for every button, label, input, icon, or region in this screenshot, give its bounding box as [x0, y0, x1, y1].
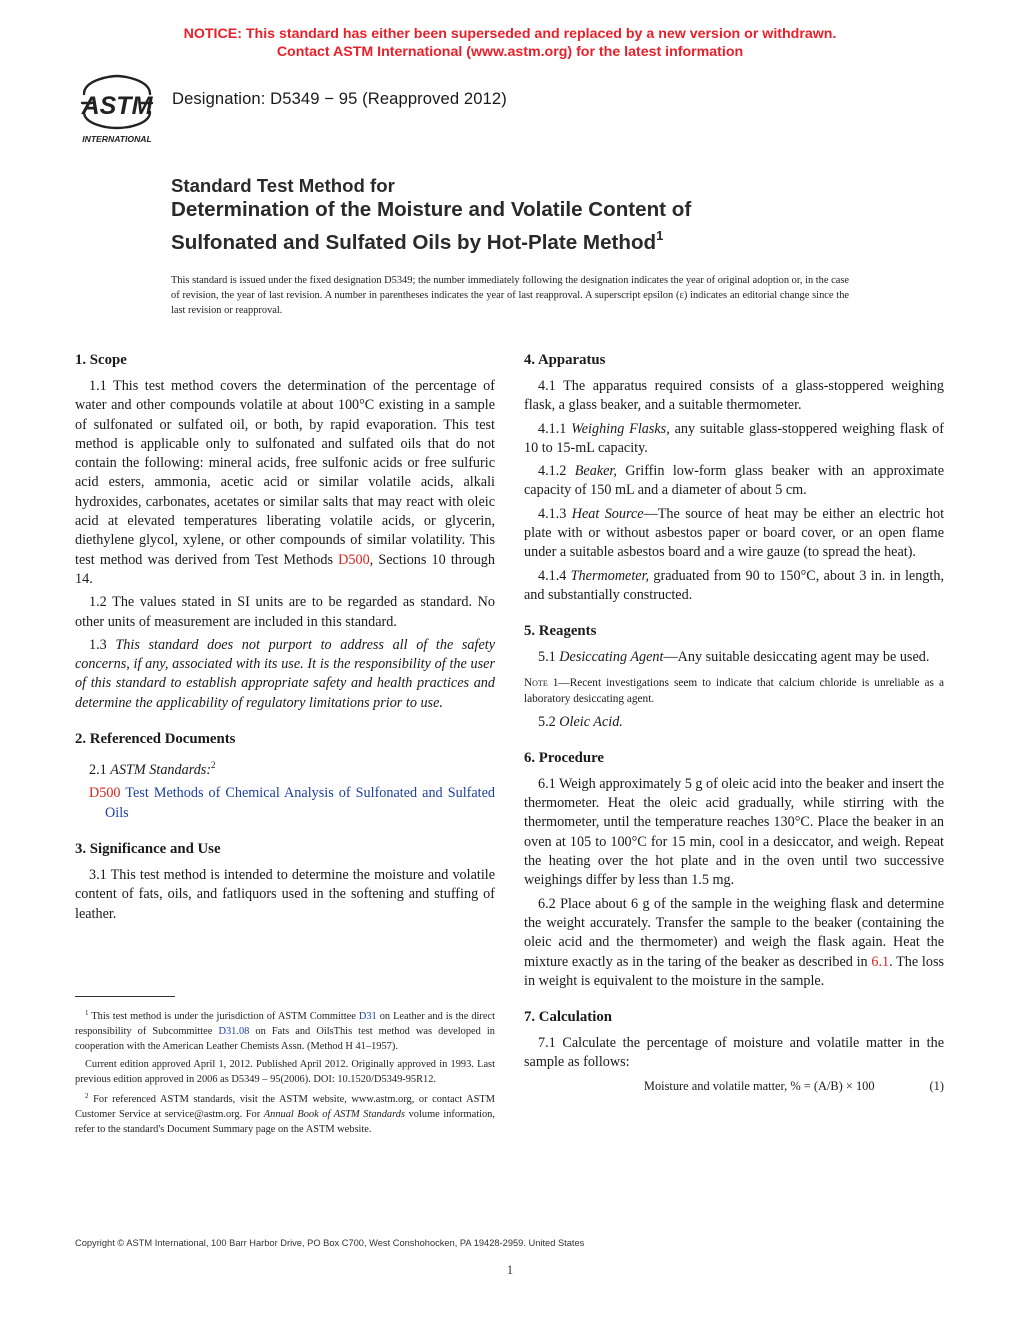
title-line-2: Determination of the Moisture and Volatile Content of — [171, 198, 692, 221]
document-title — [171, 175, 691, 256]
notice-line-1: NOTICE: This standard has either been superseded and replaced by a new version or withdrawn. — [183, 26, 837, 42]
footnote-1: $^1$ This test method is under the jurisdiction of ASTM Committee D31 on Leather and is the direct responsibility of Subcommittee D31.08 on Fats and OilsThis test method was developed in cooperation with the American Leather Chemists Assn. (Method H 41–1957). — [75, 1009, 495, 1053]
footnote-1-edition: Current edition approved April 1, 2012. Published April 2012. Originally approved in 1993. Last previous edition approved in 2006 as D5349 – 95(2006). DOI: 10.1520/D5349-95R12. — [75, 1058, 495, 1085]
section-procedure — [524, 748, 944, 991]
paragraph-1-2: 1.2 The values stated in SI units are to be regarded as standard. No other units of measurement are included in this standard. — [75, 594, 495, 630]
paragraph-5-1: 5.1 Desiccating Agent—Any suitable desiccating agent may be used. — [538, 649, 930, 666]
paragraph-2-1: 2.1 ASTM Standards:$^2$ — [89, 760, 216, 779]
section-heading: 2. Referenced Documents — [75, 731, 236, 748]
link-d500[interactable]: D500 — [338, 551, 370, 568]
section-heading: 1. Scope — [75, 352, 127, 368]
paragraph-7-1: 7.1 Calculate the percentage of moisture and volatile matter in the sample as follows: — [524, 1035, 944, 1071]
section-reagents — [524, 621, 944, 732]
paragraph-4-1: 4.1 The apparatus required consists of a glass-stoppered weighing flask, a glass beaker, and a suitable thermometer. — [524, 378, 944, 414]
paragraph-4-1-1: 4.1.1 Weighing Flasks, any suitable glass-stoppered weighing flask of 10 to 15-mL capacity. — [524, 420, 944, 456]
footnote-2: $^2$ For referenced ASTM standards, visit the ASTM website, www.astm.org, or contact ASTM Customer Service at service@astm.org. For Annual Book of ASTM Standards volume information, refer to the standard's Document Summary page on the ASTM website. — [75, 1092, 495, 1136]
equation-body: Moisture and volatile matter, % = (A/B) × 100 — [643, 1078, 875, 1093]
title-footnote-mark: 1 — [656, 228, 664, 243]
paragraph-3-1: 3.1 This test method is intended to determine the moisture and volatile content of fats, oils, and fatliquors used in the softening and stuffing of leather. — [75, 866, 495, 922]
footnote-rule — [75, 996, 175, 997]
section-apparatus — [524, 350, 944, 605]
link-d31[interactable]: D31 — [358, 1011, 377, 1022]
svg-text:INTERNATIONAL: INTERNATIONAL — [82, 134, 152, 144]
link-d31-08[interactable]: D31.08 — [218, 1026, 250, 1038]
reference-d500[interactable]: D500 Test Methods of Chemical Analysis of Sulfonated and Sulfated Oils — [89, 785, 495, 821]
notice-line-2: Contact ASTM International (www.astm.org) for the latest information — [276, 43, 744, 60]
page-number: 1 — [506, 1263, 514, 1277]
paragraph-4-1-4: 4.1.4 Thermometer, graduated from 90 to 150°C, about 3 in. in length, and substantially constructed. — [524, 567, 944, 603]
note-1: Note 1—Recent investigations seem to indicate that calcium chloride is unreliable as a laboratory desiccating agent. — [524, 676, 944, 705]
section-significance — [75, 839, 495, 924]
left-column — [75, 350, 495, 940]
right-column — [524, 350, 944, 1111]
section-scope — [75, 350, 495, 713]
section-heading: 7. Calculation — [524, 1009, 612, 1026]
paragraph-4-1-3: 4.1.3 Heat Source—The source of heat may be either an electric hot plate with or without asbestos paper or board cover, or an open flame under a suitable asbestos board and a wire gauze (to spread the heat). — [524, 505, 945, 561]
designation: Designation: D5349 − 95 (Reapproved 2012) — [172, 89, 507, 108]
notice-banner — [0, 26, 1020, 61]
footnotes — [75, 1006, 495, 1140]
paragraph-4-1-2: 4.1.2 Beaker, Griffin low-form glass beaker with an approximate capacity of 150 mL and a diameter of about 5 cm. — [524, 463, 945, 499]
title-line-1: Standard Test Method for — [171, 175, 395, 196]
equation-1 — [524, 1077, 944, 1095]
section-heading: 6. Procedure — [524, 749, 604, 766]
section-calculation — [524, 1007, 944, 1095]
section-heading: 3. Significance and Use — [75, 840, 221, 857]
paragraph-1-3: 1.3 This standard does not purport to address all of the safety concerns, if any, associated with its use. It is the responsibility of the user of this standard to establish appropriate safety and health practices and determine the applicability of regulatory limitations prior to use. — [75, 636, 495, 711]
equation-number: (1) — [929, 1078, 944, 1093]
copyright-footer: Copyright © ASTM International, 100 Barr Harbor Drive, PO Box C700, West Conshohocken, PA 19428-2959. United States — [75, 1238, 585, 1248]
paragraph-1-1: 1.1 This test method covers the determination of the percentage of water and other compounds volatile at about 100°C existing in a sample of sulfonated or sulfated oil, or both, by rapid evaporation. This test method is applicable only to sulfonated and sulfated oils that do not contain the following: mineral acids, free sulfonic acids or free sulfuric acid esters, ammonia, acetic acid or similar volatile acids, alkali hydroxides, carbonates, acetates or similar salts that may react with oleic acid at elevated temperatures liberating volatile acids, or glycerin, diethylene glycol, xylene, or other compounds of similar volatility. This test method was derived from Test Methods D500, Sections 10 through 14. — [75, 378, 495, 587]
astm-logo — [74, 72, 160, 144]
paragraph-5-2: 5.2 Oleic Acid. — [538, 713, 623, 730]
section-referenced-documents — [75, 729, 495, 823]
section-heading: 4. Apparatus — [524, 352, 606, 368]
title-line-3: Sulfonated and Sulfated Oils by Hot-Plate Method$^1$ — [171, 228, 664, 254]
link-section-6-1[interactable]: 6.1 — [871, 953, 890, 970]
paragraph-6-1: 6.1 Weigh approximately 5 g of oleic acid into the beaker and insert the thermometer. Heat the oleic acid gradually, while stirring with the thermometer, until the temperature reaches 130°C. Place the beaker in an oven at 105 to 100°C for 15 min, cool in a desiccator, and weigh. Repeat the heating over the hot plate and in the oven until two successive weighings differ by less than 1.5 mg. — [524, 775, 944, 889]
issue-statement: This standard is issued under the fixed designation D5349; the number immediately following the designation indicates the year of original adoption or, in the case of revision, the year of last revision. A number in parentheses indicates the year of last reapproval. A superscript epsilon (ε) indicates an editorial change since the last revision or reapproval. — [171, 275, 849, 316]
svg-text:ASTM: ASTM — [81, 92, 153, 120]
paragraph-6-2: 6.2 Place about 6 g of the sample in the weighing flask and determine the weight accurately. Transfer the sample to the beaker (containing the oleic acid and the thermometer) and weigh the flask again. Heat the mixture exactly as in the taring of the beaker as described in 6.1. The loss in weight is equivalent to the moisture in the sample. — [524, 895, 944, 989]
section-heading: 5. Reagents — [524, 623, 597, 640]
